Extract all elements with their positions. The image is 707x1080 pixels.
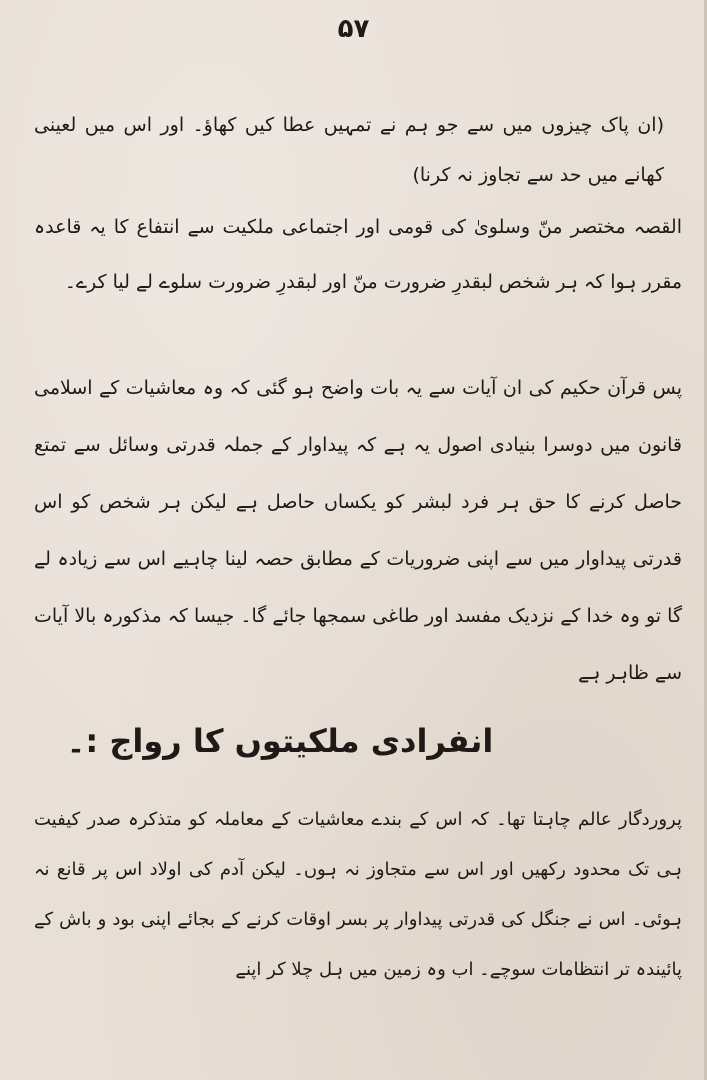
paragraph-summary: القصہ مختصر منّ وسلویٰ کی قومی اور اجتماعی ملکیت سے انتفاع کا یہ قاعدہ مقرر ہوا کہ ہر شخص لبقدرِ ضرورت منّ اور لبقدرِ ضرورت سلوے لے لیا کرے۔ [34, 216, 682, 293]
paragraph-principle: پس قرآن حکیم کی ان آیات سے یہ بات واضح ہو گئی کہ وہ معاشیات کے اسلامی قانون میں دوسرا بنیادی اصول یہ ہے کہ پیداوار کے جملہ قدرتی وسائل سے تمتع حاصل کرنے کا حق ہر فرد لبشر کو یکساں حاصل ہے لیکن ہر شخص کو اس قدرتی پیداوار میں سے اپنی ضروریات کے مطابق حصہ لینا چاہیے اس سے زیادہ لے گا تو وہ خدا کے نزدیک مفسد اور طاغی سمجھا جائے گا۔ جیسا کہ مذکورہ بالا آیات سے ظاہر ہے [34, 377, 682, 684]
section-heading: انفرادی ملکیتوں کا رواج :۔ [66, 722, 494, 760]
paragraph-quote: (ان پاک چیزوں میں سے جو ہم نے تمہیں عطا کیں کھاؤ۔ اور اس میں لعینی کھانے میں حد سے تجاوز نہ کرنا) [34, 114, 664, 186]
paragraph-section-body: پروردگار عالم چاہتا تھا۔ کہ اس کے بندے معاشیات کے معاملہ کو متذکرہ صدر کیفیت ہی تک محدود رکھیں اور اس سے متجاوز نہ ہوں۔ لیکن آدم کی اولاد اس پر قانع نہ ہوئی۔ اس نے جنگل کی قدرتی پیداوار پر بسر اوقات کرنے کے بجائے اپنی بود و باش کے پائیندہ تر انتظامات سوچے۔ اب وہ زمین میں ہل چلا کر اپنے [34, 809, 682, 980]
page-number: ۵۷ [337, 14, 370, 44]
